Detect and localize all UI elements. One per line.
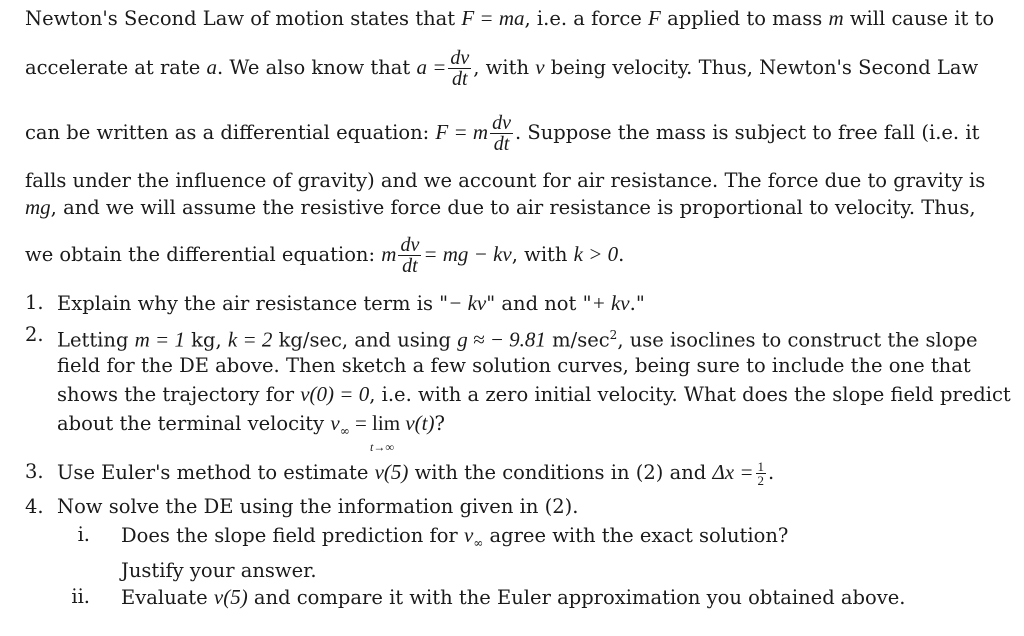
intro-line-2 (25, 45, 978, 90)
text: field for the DE above. Then sketch a few solution curves, being sure to include the one that (57, 354, 971, 377)
limit-expression (370, 411, 401, 454)
math-m: m (828, 6, 844, 30)
text: Evaluate (121, 586, 214, 609)
text: falls under the influence of gravity) and we account for air resistance. The force due to gravity is (25, 169, 986, 192)
question-4ii-number: ii. (71, 585, 90, 608)
math-plus-kv: + kv (591, 291, 630, 315)
text: and compare it with the Euler approximation you obtained above. (247, 586, 906, 609)
text: about the terminal velocity (57, 412, 331, 435)
limit-operator: lim (372, 411, 401, 435)
math-f-equals-m: F = m (435, 120, 489, 144)
fraction-denominator: dt (493, 133, 510, 155)
math-f-ma: F = ma (461, 6, 525, 30)
fraction-denominator: dt (402, 255, 418, 277)
math-f: F (648, 6, 661, 30)
text: Now solve the DE using the information given in (2). (57, 495, 579, 518)
math-k-positive: k > 0 (573, 242, 619, 266)
text: Justify your answer. (121, 559, 317, 582)
question-2-line-3 (57, 382, 1011, 407)
text: . (618, 243, 625, 266)
fraction-dv-dt (490, 113, 513, 154)
text: , with (511, 243, 574, 266)
text: accelerate at rate (25, 56, 207, 79)
subscript-infinity: ∞ (473, 535, 484, 550)
fraction-one-half (756, 460, 767, 487)
intro-line-5 (25, 195, 976, 220)
question-3-number: 3. (25, 460, 44, 483)
text: kg/sec, and using (272, 328, 458, 352)
fraction-dv-dt (448, 48, 471, 89)
question-1-number: 1. (25, 291, 44, 314)
text: , i.e. a force (524, 7, 649, 30)
question-2-line-4 (57, 411, 445, 454)
intro-line-6 (25, 232, 624, 277)
subscript-infinity: ∞ (339, 423, 350, 438)
text: , and we will assume the resistive force due to air resistance is proportional to velocity. Thus, (50, 196, 976, 219)
fraction-numerator: dv (400, 234, 420, 256)
text: can be written as a differential equation: (25, 121, 436, 144)
text: Use Euler's method to estimate (57, 461, 375, 484)
math-minus-kv: − kv (448, 291, 487, 315)
question-4-number: 4. (25, 495, 44, 518)
math-a-equals: a = (416, 55, 447, 79)
fraction-numerator: dv (492, 112, 511, 134)
question-4i-line-1 (121, 523, 788, 555)
text: shows the trajectory for (57, 383, 301, 406)
math-equals: = (349, 411, 373, 435)
question-2-line-2 (57, 354, 971, 378)
math-k-value: k = 2 (227, 327, 273, 352)
math-de-rhs: = mg − kv (423, 242, 512, 266)
text: applied to mass (660, 7, 829, 30)
math-a: a (206, 55, 217, 79)
fraction-numerator: dv (450, 47, 470, 69)
math-v5: v(5) (213, 585, 248, 609)
text: Explain why the air resistance term is " (57, 292, 449, 315)
question-2-number: 2. (25, 323, 44, 346)
intro-line-4 (25, 169, 985, 193)
text: . Suppose the mass is subject to free fall (i.e. it (514, 121, 980, 144)
limit-subscript: t→∞ (370, 440, 394, 454)
question-4i-number: i. (77, 523, 90, 546)
question-4i-line-2 (121, 559, 317, 583)
text: Does the slope field prediction for (121, 524, 464, 547)
question-1 (57, 291, 645, 316)
math-mg: mg (25, 195, 51, 219)
text: . (768, 461, 775, 484)
fraction-dv-dt (398, 235, 421, 276)
math-m: m (381, 242, 397, 266)
text: . We also know that (217, 56, 417, 79)
text: , i.e. with a zero initial velocity. What does the slope field predict (369, 383, 1011, 406)
fraction-denominator: 2 (757, 473, 765, 488)
math-v-of-t: v(t) (400, 411, 435, 435)
fraction-denominator: dt (452, 68, 468, 90)
text: Newton's Second Law of motion states that (25, 7, 462, 30)
text: , use isoclines to construct the slope (617, 328, 978, 352)
text: being velocity. Thus, Newton's Second Law (544, 56, 979, 79)
math-v: v (535, 55, 545, 79)
intro-line-3 (25, 110, 979, 155)
text: ? (434, 412, 445, 435)
text: ." (629, 292, 645, 315)
math-v: v (330, 411, 340, 435)
math-v: v (463, 523, 474, 547)
math-delta-x: Δx = (712, 460, 754, 484)
question-3 (57, 460, 774, 487)
text: m/sec (545, 328, 610, 352)
superscript: 2 (609, 328, 618, 342)
text: Letting (57, 328, 135, 352)
text: with the conditions in (2) and (408, 461, 713, 484)
text: agree with the exact solution? (483, 524, 789, 547)
math-initial-condition: v(0) = 0 (300, 382, 370, 406)
text: will cause it to (843, 7, 995, 30)
text: " and not " (486, 292, 592, 315)
text: , with (473, 56, 536, 79)
math-m-value: m = 1 (134, 327, 185, 352)
text: we obtain the differential equation: (25, 243, 382, 266)
intro-line-1 (25, 6, 994, 31)
question-4 (57, 495, 578, 519)
text: kg, (184, 328, 228, 352)
math-g-value: g ≈ − 9.81 (457, 327, 546, 352)
question-4ii (121, 585, 905, 610)
fraction-numerator: 1 (757, 459, 765, 474)
math-v5: v(5) (374, 460, 409, 484)
question-2-line-1 (57, 323, 978, 353)
